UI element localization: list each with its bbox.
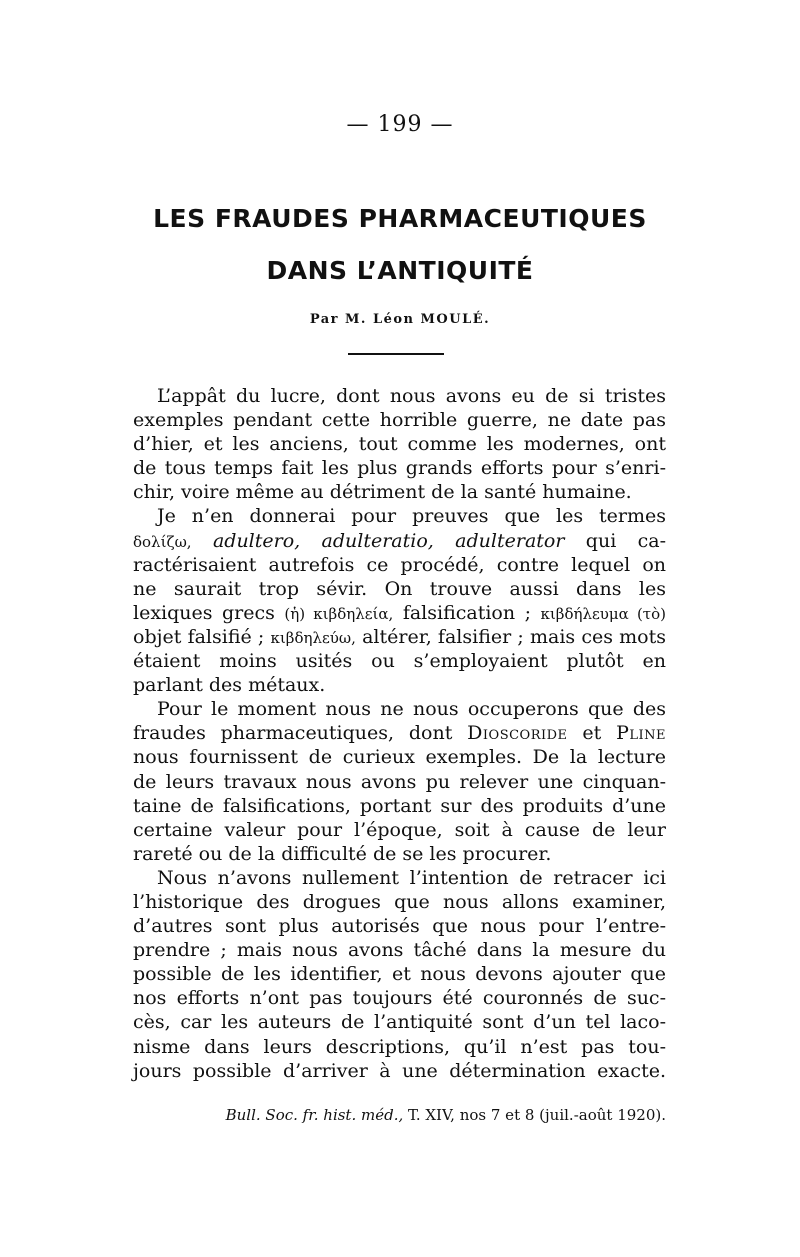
text-fragment: objet falsifié ; xyxy=(133,625,265,648)
text-line: Pour le moment nous ne nous occuperons que des xyxy=(157,698,666,721)
text-line: certaine valeur pour l’époque, soit à cause de leur xyxy=(133,818,666,841)
author-byline: Par M. Léon MOULÉ. xyxy=(309,312,491,327)
text-line xyxy=(133,721,666,745)
text-line: chir, voire même au détriment de la santé humaine. xyxy=(133,481,632,504)
text-line: de leurs travaux nous avons pu relever une cinquan- xyxy=(133,770,666,793)
text-line: l’historique des drogues que nous allons examiner, xyxy=(133,890,666,913)
text-fragment: lexiques grecs xyxy=(133,601,275,624)
text-line: Nous n’avons nullement l’intention de retracer ici xyxy=(157,866,666,889)
text-line: d’autres sont plus autorisés que nous pour l’entre- xyxy=(133,915,666,938)
text-line: cès, car les auteurs de l’antiquité sont d’un tel laco- xyxy=(133,1011,666,1034)
text-line: nous fournissent de curieux exemples. De la lecture xyxy=(133,746,666,769)
greek-term: κιβδήλευμα (τὸ) xyxy=(540,604,666,623)
text-line xyxy=(133,625,666,649)
text-line: nisme dans leurs descriptions, qu’il n’est pas tou- xyxy=(133,1035,666,1058)
article-body xyxy=(133,384,666,1083)
text-fragment: fraudes pharmaceutiques, dont xyxy=(133,722,453,745)
greek-term: κιβδηλεύω, xyxy=(270,628,356,647)
text-line: d’hier, et les anciens, tout comme les modernes, ont xyxy=(133,433,666,456)
latin-terms: adultero, adulteratio, adulterator xyxy=(212,529,565,552)
text-line: taine de falsifications, portant sur des produits d’une xyxy=(133,794,666,817)
text-line: rareté ou de la difficulté de se les procurer. xyxy=(133,842,552,865)
text-line: prendre ; mais nous avons tâché dans la mesure du xyxy=(133,939,666,962)
author-name: Dioscoride xyxy=(467,722,568,745)
text-fragment: altérer, falsifier ; mais ces mots xyxy=(362,625,667,648)
journal-citation xyxy=(133,1106,666,1124)
text-line: étaient moins usités ou s’employaient plutôt en xyxy=(133,650,666,673)
article-title-line-2: DANS L’ANTIQUITÉ xyxy=(266,256,534,285)
text-fragment: qui ca- xyxy=(585,529,667,552)
text-line: L’appât du lucre, dont nous avons eu de si tristes xyxy=(157,385,666,407)
journal-name: Bull. Soc. fr. hist. méd., xyxy=(225,1106,404,1124)
text-line: possible de les identifier, et nous devons ajouter que xyxy=(133,963,666,986)
text-line: parlant des métaux. xyxy=(133,674,326,697)
text-line: ractérisaient autrefois ce procédé, contre lequel on xyxy=(133,553,666,576)
text-line: Je n’en donnerai pour preuves que les termes xyxy=(157,505,666,528)
greek-term: δολίζω, xyxy=(133,532,192,551)
separator-rule xyxy=(348,353,444,355)
text-line xyxy=(133,601,666,625)
citation-details: T. XIV, nos 7 et 8 (juil.-août 1920). xyxy=(408,1106,666,1124)
text-line xyxy=(133,529,666,553)
text-line: exemples pendant cette horrible guerre, ne date pas xyxy=(133,409,666,432)
text-line: ne saurait trop sévir. On trouve aussi dans les xyxy=(133,577,666,600)
article-title-line-1: LES FRAUDES PHARMACEUTIQUES xyxy=(153,204,647,233)
page-number: — 199 — xyxy=(346,112,454,137)
author-name: Pline xyxy=(616,722,666,745)
text-line: nos efforts n’ont pas toujours été couronnés de suc- xyxy=(133,987,666,1010)
greek-term: (ἡ) κιβδηλεία, xyxy=(284,604,394,623)
text-fragment: falsification ; xyxy=(402,601,532,624)
text-fragment: et xyxy=(582,722,602,745)
text-line: jours possible d’arriver à une détermination exacte. xyxy=(133,1059,666,1082)
text-line: de tous temps fait les plus grands efforts pour s’enri- xyxy=(133,457,666,480)
